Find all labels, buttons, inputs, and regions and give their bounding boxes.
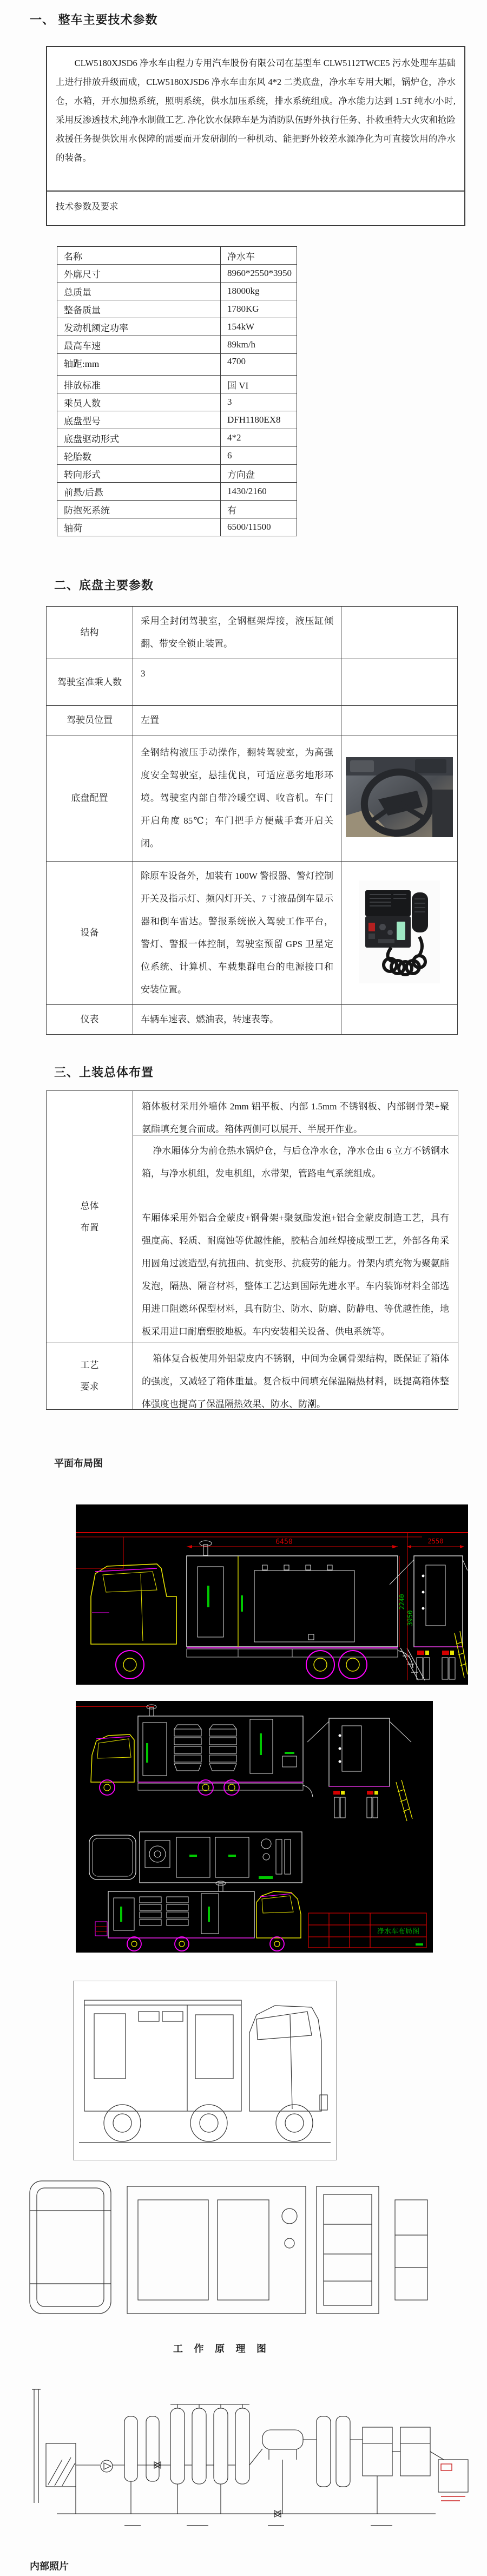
param-value: 18000kg — [221, 282, 297, 300]
param-value: 89km/h — [221, 336, 297, 354]
table-row — [57, 354, 297, 376]
truck-line-drawing — [74, 1981, 336, 2160]
layout-text-panel: 箱体板材采用外墙体 2mm 铝平板、内部 1.5mm 不锈钢板、内部钢骨架+聚氨酯填充复合而成。箱体两侧可以展开、半展开作业。 — [133, 1091, 458, 1135]
table-row — [57, 300, 297, 318]
param-value: 6 — [221, 447, 297, 465]
empty-cell — [341, 1005, 458, 1035]
layout-drawing-heading: 平面布局图 — [54, 1458, 103, 1469]
param-value: 1780KG — [221, 300, 297, 318]
table-row — [57, 429, 297, 447]
tech-requirements-label: 技术参数及要求 — [56, 201, 119, 212]
plan-view-drawings — [22, 2173, 465, 2327]
empty-cell — [341, 607, 458, 659]
param-value: 国 VI — [221, 376, 297, 393]
param-label: 乘员人数 — [57, 393, 221, 411]
chassis-row-text: 全钢结构液压手动操作，翻转驾驶室，为高强度安全驾驶室，悬挂优良，可适应恶劣地形环境。驾驶室内部自带冷暖空调、收音机。车门开启角度 85℃；车门把手方便戴手套开启关闭。 — [133, 735, 341, 862]
empty-cell — [341, 706, 458, 735]
section1-heading: 一、 整车主要技术参数 — [30, 13, 158, 27]
cad-layout-panel-2 — [76, 1701, 433, 1953]
process-requirements-text: 箱体复合板使用外铝蒙皮内不锈钢，中间为金属骨架结构，既保证了箱体的强度，又减轻了箱体重量。复合板中间填充保温隔热材料，既提高箱体整体强度也提高了保温隔热效果、防水、防潮。 — [142, 1353, 449, 1409]
param-label: 防抱死系统 — [57, 501, 221, 518]
dim-box-height: 2240 — [398, 1594, 406, 1610]
param-label: 底盘驱动形式 — [57, 429, 221, 447]
param-value: 8960*2550*3950 — [221, 265, 297, 282]
vehicle-parameters-table — [57, 246, 297, 536]
table-row — [47, 862, 458, 1005]
chassis-row-text: 车辆车速表、燃油表，转速表等。 — [133, 1005, 341, 1035]
upper-body-layout-table — [46, 1090, 458, 1410]
param-label: 外廓尺寸 — [57, 265, 221, 282]
param-label: 转向形式 — [57, 465, 221, 483]
param-label: 总质量 — [57, 282, 221, 300]
table-row — [47, 735, 458, 862]
principle-diagram-heading: 工 作 原 理 图 — [173, 2343, 271, 2354]
process-row-label — [47, 1343, 133, 1409]
param-value: 3 — [221, 393, 297, 411]
param-value: 154kW — [221, 318, 297, 336]
param-label: 最高车速 — [57, 336, 221, 354]
chassis-row-label: 驾驶室准乘人数 — [47, 659, 133, 706]
param-value: 4*2 — [221, 429, 297, 447]
param-label: 发动机额定功率 — [57, 318, 221, 336]
chassis-row-label: 驾驶员位置 — [47, 706, 133, 735]
intro-paragraph: CLW5180XJSD6 净水车由程力专用汽车股份有限公司在基型车 CLW5112TWCE5 污水处理车基础上进行排放升级而成，CLW5180XJSD6 净水车由东风 4*2 二类底盘，净水车专用大厢，锅炉仓，净水仓，水箱，开水加热系统，照明系统，供水加压系统，排水系统组成。净水能力达到 1.5T 纯水/小时,采用反渗透技术,纯净水制做工艺. 净化饮水保障车是为消防队伍野外执行任务、扑救重特大火灾和抢险救援任务提供饮用水保障的需要而开发研制的一种机动、能把野外较差水源净化为可直接饮用的净水的装备。 — [47, 47, 464, 192]
dim-total-height: 3950 — [406, 1610, 414, 1626]
param-label: 排放标准 — [57, 376, 221, 393]
section2-heading: 二、底盘主要参数 — [54, 579, 154, 592]
param-label: 前悬/后悬 — [57, 483, 221, 501]
table-row — [57, 247, 297, 265]
table-row — [47, 1005, 458, 1035]
chassis-row-label: 仪表 — [47, 1005, 133, 1035]
table-row — [47, 706, 458, 735]
layout-text-body — [133, 1135, 458, 1343]
section3-heading: 三、上装总体布置 — [54, 1066, 154, 1079]
chassis-row-text: 左置 — [133, 706, 341, 735]
process-row-label-text: 工艺要求 — [80, 1360, 99, 1392]
chassis-parameters-table — [46, 606, 458, 1035]
table-row — [57, 465, 297, 483]
table-row — [57, 393, 297, 411]
table-row — [57, 483, 297, 501]
chassis-row-label: 结构 — [47, 607, 133, 659]
cad-layout-panel-1 — [76, 1504, 468, 1685]
dim-box-length: 6450 — [275, 1538, 293, 1546]
param-value: DFH1180EX8 — [221, 411, 297, 429]
param-label: 整备质量 — [57, 300, 221, 318]
table-row — [57, 376, 297, 393]
internal-photos-heading: 内部照片 — [30, 2561, 69, 2572]
table-row — [57, 265, 297, 282]
param-label: 名称 — [57, 247, 221, 265]
title-block-text: 净水车布局图 — [377, 1927, 420, 1935]
siren-control-photo — [359, 880, 440, 983]
layout-row-label-text: 总体布置 — [80, 1200, 99, 1233]
param-value: 方向盘 — [221, 465, 297, 483]
intro-box — [46, 46, 465, 226]
param-value: 6500/11500 — [221, 518, 297, 536]
table-row — [47, 607, 458, 659]
chassis-row-label: 设备 — [47, 862, 133, 1005]
param-value: 1430/2160 — [221, 483, 297, 501]
table-row — [47, 659, 458, 706]
table-row — [57, 501, 297, 518]
steering-wheel-photo — [346, 757, 453, 837]
photo-cell — [341, 862, 458, 1005]
param-label: 轮胎数 — [57, 447, 221, 465]
param-label: 底盘型号 — [57, 411, 221, 429]
table-row — [57, 282, 297, 300]
table-row — [57, 336, 297, 354]
empty-cell — [341, 659, 458, 706]
param-value: 有 — [221, 501, 297, 518]
layout-row-label — [47, 1091, 133, 1343]
param-value: 4700 — [221, 354, 297, 376]
working-principle-diagram — [24, 2378, 473, 2541]
param-label: 轴距:mm — [57, 354, 221, 376]
table-row — [57, 318, 297, 336]
chassis-row-text: 除原车设备外，加装有 100W 警报器、警灯控制开关及指示灯、频闪灯开关、7 寸液晶倒车显示器和倒车雷达。警报系统嵌入驾驶工作平台，警灯、警报一体控制，驾驶室预留 GPS 卫星定位系统、计算机、车载集群电台的电源接口和安装位置。 — [133, 862, 341, 1005]
table-row — [57, 411, 297, 429]
truck-line-drawing-frame — [73, 1981, 337, 2160]
table-row — [57, 447, 297, 465]
layout-paragraph: 车厢体采用外铝合金蒙皮+钢骨架+聚氨酯发泡+铝合金蒙皮制造工艺，具有强度高、轻质、耐腐蚀等优越性能，胶粘合加丝焊接成型工艺，外部各角采用圆角过渡造型,有抗扭曲、抗变形、抗疲劳的能力。骨架内填充物为聚氨酯发泡，隔热、隔音材料，整体工艺达到国际先进水平。车内装饰材料全部选用进口阻燃环保型材料，具有防尘、防水、防磨、防静电、等优越性能，地板采用进口耐磨塑胶地板。车内安装相关设备、供电系统等。 — [142, 1213, 449, 1337]
table-row — [57, 518, 297, 536]
photo-cell — [341, 735, 458, 862]
chassis-row-label: 底盘配置 — [47, 735, 133, 862]
chassis-row-text: 3 — [133, 659, 341, 706]
dim-body-width: 2550 — [427, 1537, 444, 1545]
param-value: 净水车 — [221, 247, 297, 265]
layout-paragraph: 净水厢体分为前仓热水锅炉仓，与后仓净水仓，净水仓由 6 立方不锈钢水箱，与净水机组，发电机组，水带架，管路电气系统组成。 — [142, 1146, 449, 1179]
chassis-row-text: 采用全封闭驾驶室，全钢框架焊接，液压缸倾翻、带安全锁止装置。 — [133, 607, 341, 659]
param-label: 轴荷 — [57, 518, 221, 536]
